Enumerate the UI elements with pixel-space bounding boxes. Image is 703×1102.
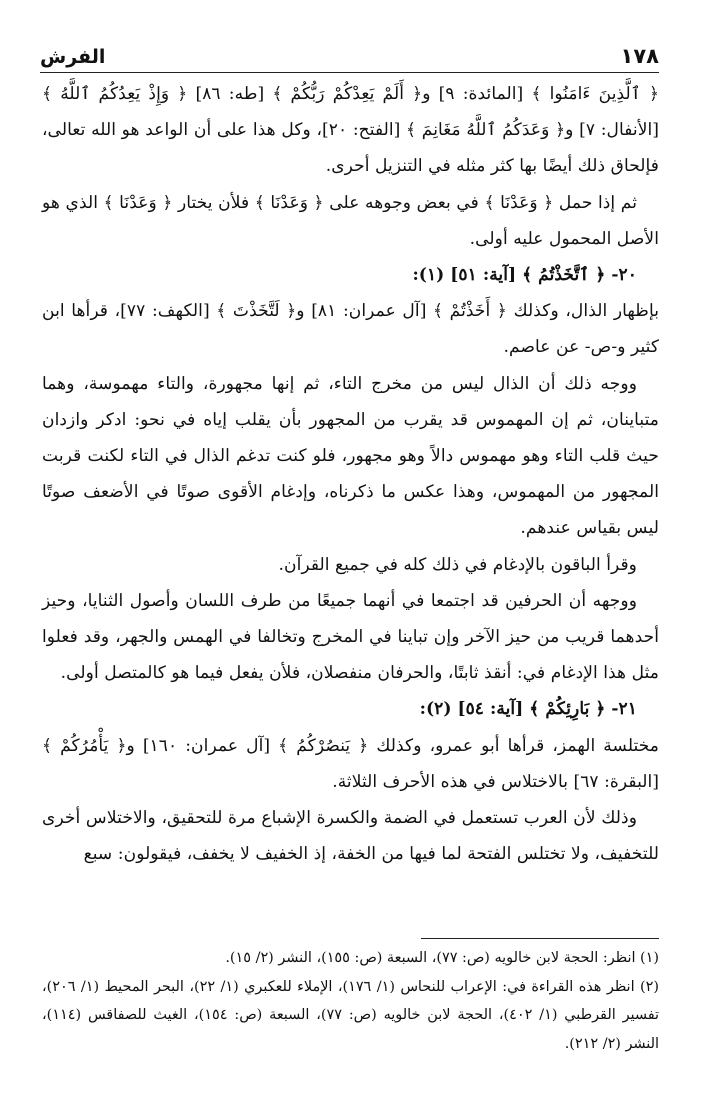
- section-heading: ٢١- ﴿ بَارِئِكُمْ ﴾ [آية: ٥٤] (٢):: [419, 699, 637, 720]
- main-text: [42, 76, 659, 872]
- paragraph: ووجهه أن الحرفين قد اجتمعا في أنهما جميعًا من طرف اللسان وأصول الثنايا، وحيز أحدهما قريب من حيز الآخر وإن تباينا في المخرج وتخالفا في الهمس والجهر، وقد فعلوا مثل هذا الإدغام في: أنقذ ثابتًا، والحرفان منفصلان، فلأن يفعل فيما هو كالمتصل أولى.: [42, 590, 659, 684]
- paragraph: وقرأ الباقون بالإدغام في ذلك كله في جميع القرآن.: [278, 554, 637, 575]
- footnotes: [42, 944, 659, 1058]
- running-title: الفرش: [40, 46, 106, 68]
- paragraph: مختلسة الهمز، قرأها أبو عمرو، وكذلك ﴿ يَنصُرْكُمُ ﴾ [آل عمران: ١٦٠] و﴿ يَأْمُرُكُمْ ﴾ [البقرة: ٦٧] بالاختلاس في هذه الأحرف الثلاثة.: [42, 735, 660, 792]
- paragraph: بإظهار الذال، وكذلك ﴿ أَخَذْتُمْ ﴾ [آل عمران: ٨١] و﴿ لَتَّخَذْتَ ﴾ [الكهف: ٧٧]، قرأها ابن كثير و-ص- عن عاصم.: [42, 301, 659, 358]
- paragraph: وذلك لأن العرب تستعمل في الضمة والكسرة الإشباع مرة للتحقيق، والاختلاس أخرى للتخفيف، ولا تختلس الفتحة لما فيها من الخفة، إذ الخفيف لا يخفف، فيقولون: سبع: [42, 808, 659, 865]
- paragraph: ﴿ ٱلَّذِينَ ءَامَنُوا ﴾ [المائدة: ٩] و﴿ أَلَمْ يَعِدْكُمْ رَبُّكُمْ ﴾ [طه: ٨٦] ﴿ وَإِذْ يَعِدُكُمُ ٱللَّهُ ﴾ [الأنفال: ٧] و﴿ وَعَدَكُمُ ٱللَّهُ مَغَانِمَ ﴾ [الفتح: ٢٠]، وكل هذا على أن الواعد هو الله تعالى، فإلحاق ذلك أيضًا بها كثر مثله في التنزيل أحرى.: [42, 84, 660, 177]
- page-header: [40, 38, 659, 73]
- footnote: (١) انظر: الحجة لابن خالويه (ص: ٧٧)، السبعة (ص: ١٥٥)، النشر (٢/ ١٥).: [225, 950, 659, 966]
- page-number: ١٧٨: [620, 44, 659, 68]
- section-heading: ٢٠- ﴿ ٱتَّخَذْتُمُ ﴾ [آية: ٥١] (١):: [412, 265, 637, 286]
- paragraph: ثم إذا حمل ﴿ وَعَدْنَا ﴾ في بعض وجوهه على ﴿ وَعَدْنَا ﴾ فلأن يختار ﴿ وَعَدْنَا ﴾ الذي هو الأصل المحمول عليه أولى.: [42, 192, 659, 249]
- paragraph: ووجه ذلك أن الذال ليس من مخرج التاء، ثم إنها مجهورة، والتاء مهموسة، وهما متباينان، ثم إن المهموس قد يقرب من المجهور بأن يقلب إياه في نحو: ادكر وازدان حيث قلب التاء وهو مهموس دالاً وهو مجهور، فلو كنت تدغم الذال في التاء لكنت قربت المجهور من المهموس، وهذا عكس ما ذكرناه، وإدغام الأقوى صوتًا في الأضعف صوتًا ليس بقياس عندهم.: [42, 373, 659, 539]
- footnote-divider: [421, 938, 659, 939]
- footnote: (٢) انظر هذه القراءة في: الإعراب للنحاس (١/ ١٧٦)، الإملاء للعكبري (١/ ٢٢)، البحر المحيط (١/ ٢٠٦)، تفسير القرطبي (١/ ٤٠٢)، الحجة لابن خالويه (ص: ٧٧)، السبعة (ص: ١٥٤)، الغيث للصفاقس (١١٤)، النشر (٢/ ٢١٢).: [42, 978, 659, 1052]
